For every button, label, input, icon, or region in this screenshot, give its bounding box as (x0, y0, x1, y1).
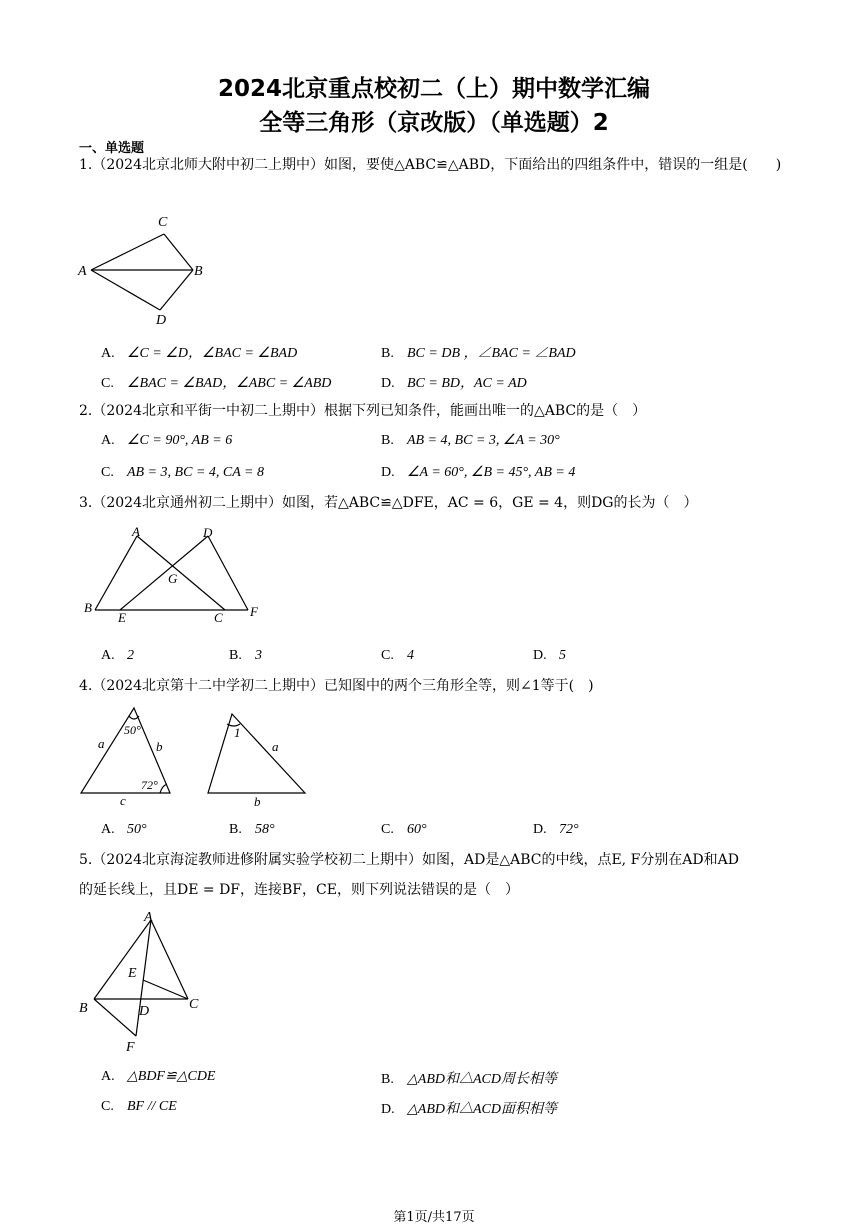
q4-option-b[interactable]: B. 58° (229, 822, 275, 837)
q1-label-d: D (156, 313, 167, 328)
q4-angle-50: 50° (124, 723, 141, 737)
q3-label-b: B (84, 600, 92, 615)
question-1-text: 1.（2024北京北师大附中初二上期中）如图，要使△ABC≌△ABD，下面给出的四组条件中，错误的一组是( ) (79, 157, 782, 173)
q1-label-b: B (194, 264, 203, 279)
q5-label-a: A (144, 910, 153, 925)
q2-option-a[interactable]: A. ∠C = 90°, AB = 6 (101, 433, 233, 448)
question-5-text-line1: 5.（2024北京海淀教师进修附属实验学校初二上期中）如图，AD是△ABC的中线，点E, F分别在AD和AD (79, 852, 739, 868)
q3-label-e: E (118, 610, 126, 625)
q1-label-a: A (78, 264, 87, 279)
q5-label-d: D (139, 1004, 150, 1019)
q5-option-d[interactable]: D. △ABD和△ACD面积相等 (381, 1102, 557, 1117)
q3-label-c: C (214, 610, 223, 625)
q5-label-c: C (189, 997, 199, 1012)
q4-label-b2: b (254, 794, 261, 809)
q3-label-f: F (250, 604, 258, 619)
q3-label-g: G (168, 571, 178, 586)
q3-option-a[interactable]: A. 2 (101, 648, 134, 663)
q5-label-f: F (126, 1040, 135, 1055)
q4-option-d[interactable]: D. 72° (533, 822, 579, 837)
question-3-text: 3.（2024北京通州初二上期中）如图，若△ABC≌△DFE，AC = 6，GE = 4，则DG的长为（ ） (79, 495, 698, 511)
question-4-figure (76, 700, 312, 810)
q5-label-b: B (79, 1001, 88, 1016)
q4-label-a2: a (272, 739, 279, 754)
q1-option-a[interactable]: A. ∠C = ∠D，∠BAC = ∠BAD (101, 346, 298, 361)
q4-option-c[interactable]: C. 60° (381, 822, 427, 837)
q1-option-c[interactable]: C. ∠BAC = ∠BAD，∠ABC = ∠ABD (101, 376, 332, 391)
q3-label-a: A (132, 524, 140, 539)
q4-label-a: a (98, 736, 105, 751)
q5-option-c[interactable]: C. BF // CE (101, 1099, 177, 1114)
q4-label-b: b (156, 739, 163, 754)
page-footer: 第1页/共17页 (393, 1210, 475, 1225)
q5-option-a[interactable]: A. △BDF≌△CDE (101, 1069, 216, 1084)
q2-option-d[interactable]: D. ∠A = 60°, ∠B = 45°, AB = 4 (381, 465, 576, 480)
q1-option-d[interactable]: D. BC = BD，AC = AD (381, 376, 527, 391)
q3-label-d: D (203, 525, 213, 540)
q4-angle-1: 1 (234, 725, 241, 740)
question-3-figure (80, 524, 266, 628)
question-1-figure (76, 212, 216, 328)
q4-angle-72: 72° (141, 778, 158, 792)
question-5-text-line2: 的延长线上，且DE = DF，连接BF，CE，则下列说法错误的是（ ） (79, 882, 519, 898)
page-title: 2024北京重点校初二（上）期中数学汇编 (217, 76, 650, 102)
page-subtitle: 全等三角形（京改版）（单选题）2 (259, 110, 609, 136)
section-heading: 一、单选题 (79, 141, 145, 156)
q5-label-e: E (128, 966, 137, 981)
q2-option-c[interactable]: C. AB = 3, BC = 4, CA = 8 (101, 465, 264, 480)
q3-option-d[interactable]: D. 5 (533, 648, 566, 663)
q4-label-c: c (120, 793, 126, 808)
q3-option-c[interactable]: C. 4 (381, 648, 414, 663)
q2-option-b[interactable]: B. AB = 4, BC = 3, ∠A = 30° (381, 433, 560, 448)
question-5-figure (76, 908, 206, 1056)
question-2-text: 2.（2024北京和平街一中初二上期中）根据下列已知条件，能画出唯一的△ABC的是（ ） (79, 403, 647, 419)
question-4-text: 4.（2024北京第十二中学初二上期中）已知图中的两个三角形全等，则∠1等于( ) (79, 678, 594, 694)
q4-option-a[interactable]: A. 50° (101, 822, 147, 837)
q1-label-c: C (158, 215, 168, 230)
q5-option-b[interactable]: B. △ABD和△ACD周长相等 (381, 1072, 557, 1087)
q1-option-b[interactable]: B. BC = DB ，∠BAC = ∠BAD (381, 346, 576, 361)
q3-option-b[interactable]: B. 3 (229, 648, 262, 663)
